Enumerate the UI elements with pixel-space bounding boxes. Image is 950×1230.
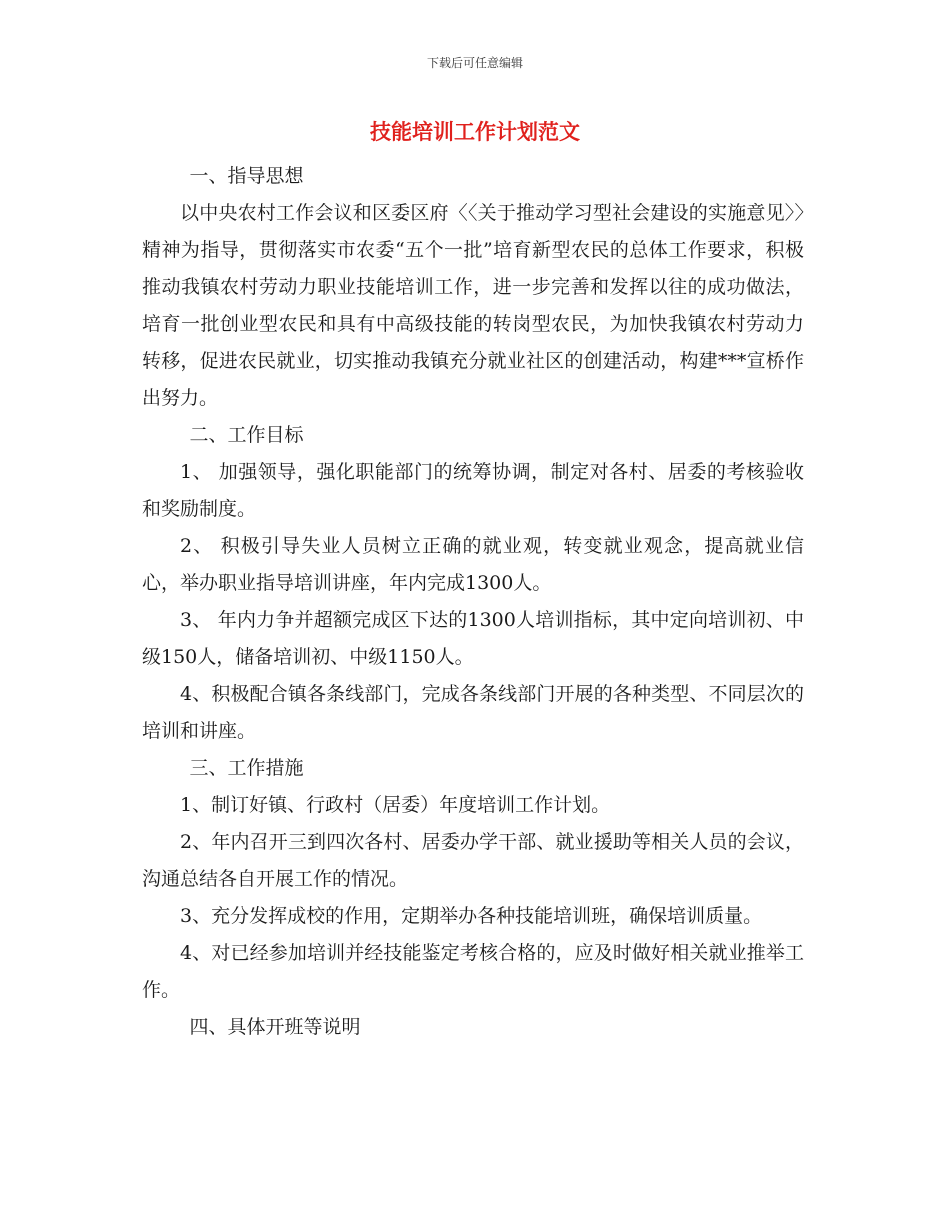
section-heading-class-details: 四、具体开班等说明 xyxy=(189,1016,361,1038)
goal-item-3: 3、 年内力争并超额完成区下达的1300人培训指标，其中定向培训初、中级150人，储备培训初、中级1150人。 xyxy=(142,609,804,668)
measure-item-2: 2、年内召开三到四次各村、居委办学干部、就业援助等相关人员的会议，沟通总结各自开展工作的情况。 xyxy=(142,831,804,890)
goal-item-4: 4、积极配合镇各条线部门，完成各条线部门开展的各种类型、不同层次的培训和讲座。 xyxy=(142,683,804,742)
document-body xyxy=(142,158,804,1046)
section-heading-guiding-ideology: 一、指导思想 xyxy=(189,165,304,187)
section-heading-work-measures: 三、工作措施 xyxy=(189,757,304,779)
paragraph-guiding-ideology: 以中央农村工作会议和区委区府〈〈关于推动学习型社会建设的实施意见〉〉精神为指导，贯彻落实市农委“五个一批”培育新型农民的总体工作要求，积极推动我镇农村劳动力职业技能培训工作，进一步完善和发挥以往的成功做法，培育一批创业型农民和具有中高级技能的转岗型农民，为加快我镇农村劳动力转移，促进农民就业，切实推动我镇充分就业社区的创建活动，构建***宣桥作出努力。 xyxy=(142,202,804,409)
page-header: 下载后可任意编辑 xyxy=(426,56,523,70)
goal-item-2: 2、 积极引导失业人员树立正确的就业观，转变就业观念，提高就业信心，举办职业指导培训讲座，年内完成1300人。 xyxy=(142,535,804,594)
measure-item-4: 4、对已经参加培训并经技能鉴定考核合格的，应及时做好相关就业推举工作。 xyxy=(142,942,804,1001)
measure-item-1: 1、制订好镇、行政村（居委）年度培训工作计划。 xyxy=(180,794,611,816)
goal-item-1: 1、 加强领导，强化职能部门的统筹协调，制定对各村、居委的考核验收和奖励制度。 xyxy=(142,461,804,520)
document-title: 技能培训工作计划范文 xyxy=(370,119,580,144)
section-heading-work-goals: 二、工作目标 xyxy=(189,424,304,446)
measure-item-3: 3、充分发挥成校的作用，定期举办各种技能培训班，确保培训质量。 xyxy=(180,905,763,927)
